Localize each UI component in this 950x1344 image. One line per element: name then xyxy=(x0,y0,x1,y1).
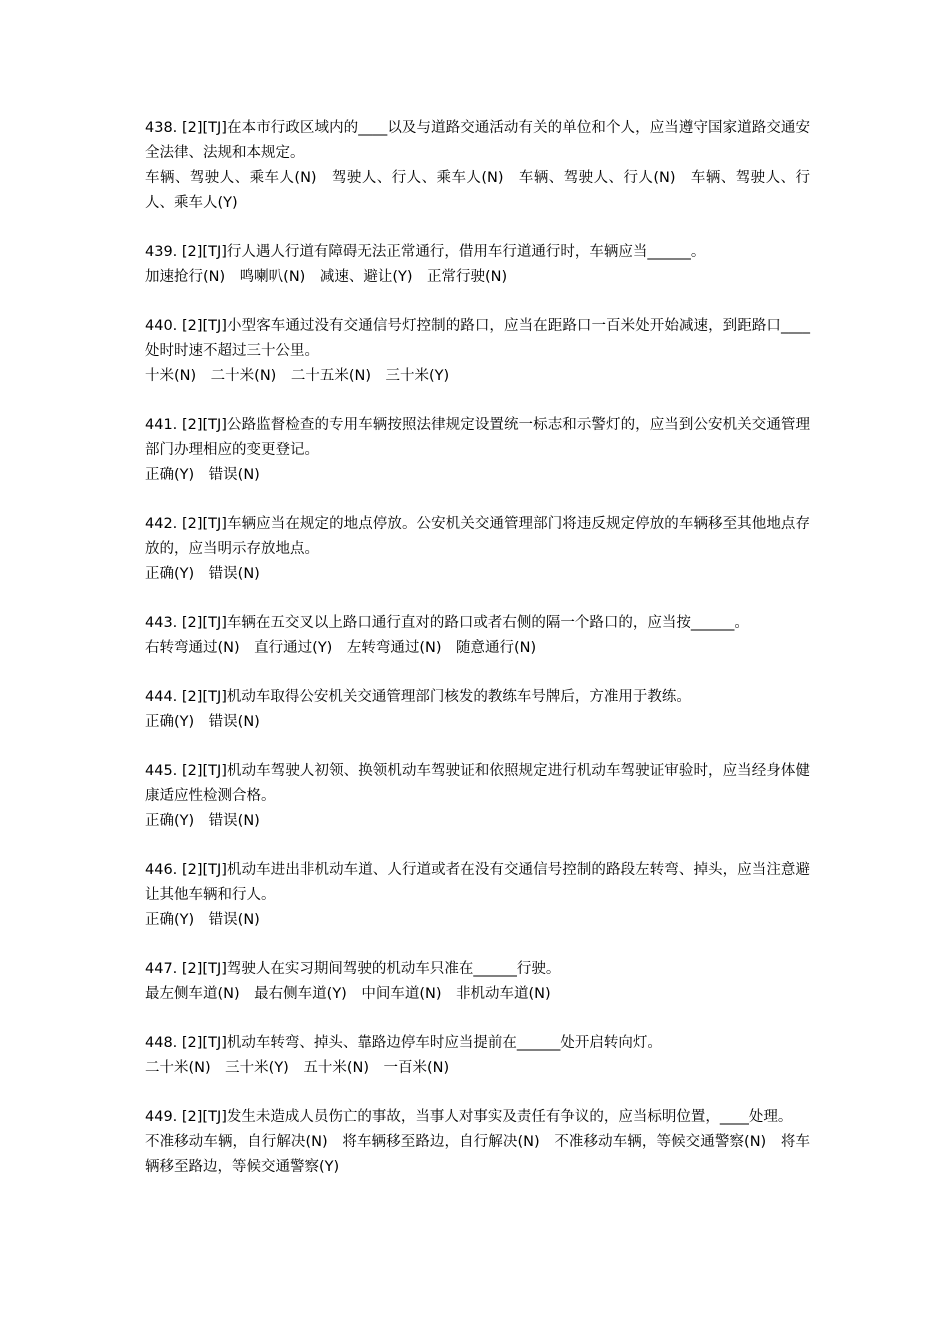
question-442 xyxy=(145,512,810,587)
question-text: 445. [2][TJ]机动车驾驶人初领、换领机动车驾驶证和依照规定进行机动车驾驶证审验时，应当经身体健康适应性检测合格。 xyxy=(145,763,810,804)
question-text: 438. [2][TJ]在本市行政区域内的____以及与道路交通活动有关的单位和个人，应当遵守国家道路交通安全法律、法规和本规定。 xyxy=(145,120,810,161)
question-444 xyxy=(145,685,810,735)
question-options: 十米(N) 二十米(N) 二十五米(N) 三十米(Y) xyxy=(145,368,450,384)
document-page xyxy=(145,116,810,1204)
question-445 xyxy=(145,759,810,834)
question-448 xyxy=(145,1031,810,1081)
question-438 xyxy=(145,116,810,216)
question-text: 447. [2][TJ]驾驶人在实习期间驾驶的机动车只准在______行驶。 xyxy=(145,961,561,977)
question-text: 444. [2][TJ]机动车取得公安机关交通管理部门核发的教练车号牌后，方准用于教练。 xyxy=(145,689,691,705)
question-446 xyxy=(145,858,810,933)
question-text: 442. [2][TJ]车辆应当在规定的地点停放。公安机关交通管理部门将违反规定停放的车辆移至其他地点存放的，应当明示存放地点。 xyxy=(145,516,810,557)
question-options: 最左侧车道(N) 最右侧车道(Y) 中间车道(N) 非机动车道(N) xyxy=(145,986,551,1002)
question-options: 正确(Y) 错误(N) xyxy=(145,467,260,483)
question-options: 正确(Y) 错误(N) xyxy=(145,566,260,582)
question-text: 443. [2][TJ]车辆在五交叉以上路口通行直对的路口或者右侧的隔一个路口的，应当按______。 xyxy=(145,615,749,631)
question-options: 正确(Y) 错误(N) xyxy=(145,912,260,928)
question-441 xyxy=(145,413,810,488)
question-449 xyxy=(145,1105,810,1180)
question-text: 439. [2][TJ]行人遇人行道有障碍无法正常通行，借用车行道通行时，车辆应当______。 xyxy=(145,244,706,260)
question-options: 二十米(N) 三十米(Y) 五十米(N) 一百米(N) xyxy=(145,1060,450,1076)
question-439 xyxy=(145,240,810,290)
question-text: 446. [2][TJ]机动车进出非机动车道、人行道或者在没有交通信号控制的路段左转弯、掉头，应当注意避让其他车辆和行人。 xyxy=(145,862,810,903)
question-text: 449. [2][TJ]发生未造成人员伤亡的事故，当事人对事实及责任有争议的，应当标明位置，____处理。 xyxy=(145,1109,793,1125)
question-options: 正确(Y) 错误(N) xyxy=(145,813,260,829)
question-440 xyxy=(145,314,810,389)
question-options: 右转弯通过(N) 直行通过(Y) 左转弯通过(N) 随意通行(N) xyxy=(145,640,537,656)
question-text: 448. [2][TJ]机动车转弯、掉头、靠路边停车时应当提前在______处开启转向灯。 xyxy=(145,1035,662,1051)
question-options: 车辆、驾驶人、乘车人(N) 驾驶人、行人、乘车人(N) 车辆、驾驶人、行人(N) 车辆、驾驶人、行人、乘车人(Y) xyxy=(145,170,810,211)
question-447 xyxy=(145,957,810,1007)
question-options: 正确(Y) 错误(N) xyxy=(145,714,260,730)
question-options: 加速抢行(N) 鸣喇叭(N) 减速、避让(Y) 正常行驶(N) xyxy=(145,269,508,285)
question-text: 441. [2][TJ]公路监督检查的专用车辆按照法律规定设置统一标志和示警灯的，应当到公安机关交通管理部门办理相应的变更登记。 xyxy=(145,417,810,458)
question-options: 不准移动车辆，自行解决(N) 将车辆移至路边，自行解决(N) 不准移动车辆，等候交通警察(N) 将车辆移至路边，等候交通警察(Y) xyxy=(145,1134,810,1175)
question-text: 440. [2][TJ]小型客车通过没有交通信号灯控制的路口，应当在距路口一百米处开始减速，到距路口____处时时速不超过三十公里。 xyxy=(145,318,810,359)
question-443 xyxy=(145,611,810,661)
